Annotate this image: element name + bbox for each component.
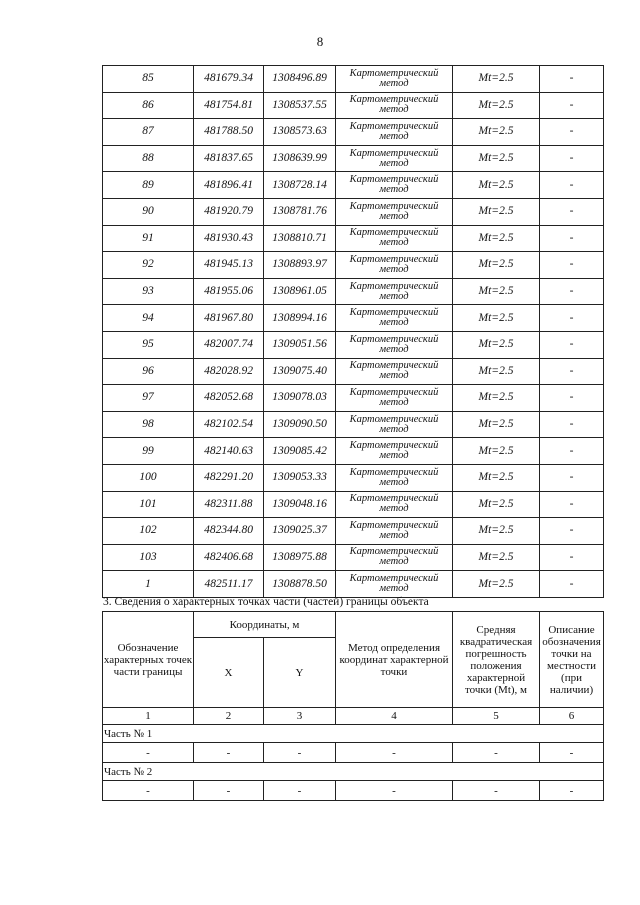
point-row <box>103 464 604 491</box>
error-mt: Mt=2.5 <box>453 518 540 545</box>
part-cell: - <box>103 743 194 763</box>
description: - <box>540 172 604 199</box>
coord-x: 481930.43 <box>194 225 264 252</box>
point-row <box>103 491 604 518</box>
point-row <box>103 305 604 332</box>
method: Картометрический метод <box>336 518 453 545</box>
coord-x: 482406.68 <box>194 544 264 571</box>
description: - <box>540 438 604 465</box>
description: - <box>540 464 604 491</box>
coord-y: 1309078.03 <box>264 385 336 412</box>
method: Картометрический метод <box>336 385 453 412</box>
point-number: 88 <box>103 145 194 172</box>
description: - <box>540 358 604 385</box>
coord-y: 1309085.42 <box>264 438 336 465</box>
description: - <box>540 331 604 358</box>
part-cell: - <box>540 781 604 801</box>
column-number: 4 <box>336 708 453 725</box>
point-number: 94 <box>103 305 194 332</box>
coord-y: 1308961.05 <box>264 278 336 305</box>
part-cell: - <box>336 781 453 801</box>
coord-y: 1308496.89 <box>264 66 336 93</box>
coord-x: 481920.79 <box>194 198 264 225</box>
coord-x: 482511.17 <box>194 571 264 598</box>
error-mt: Mt=2.5 <box>453 252 540 279</box>
point-number: 99 <box>103 438 194 465</box>
error-mt: Mt=2.5 <box>453 544 540 571</box>
coord-x: 481896.41 <box>194 172 264 199</box>
coord-y: 1308994.16 <box>264 305 336 332</box>
method: Картометрический метод <box>336 358 453 385</box>
header-description: Описание обозначения точки на местности (при наличии) <box>540 612 604 708</box>
point-number: 101 <box>103 491 194 518</box>
coord-y: 1308639.99 <box>264 145 336 172</box>
header-error: Средняя квадратическая погрешность положения характерной точки (Mt), м <box>453 612 540 708</box>
error-mt: Mt=2.5 <box>453 225 540 252</box>
part-cell: - <box>453 743 540 763</box>
description: - <box>540 66 604 93</box>
part-cell: - <box>103 781 194 801</box>
error-mt: Mt=2.5 <box>453 92 540 119</box>
header-x: X <box>194 638 264 708</box>
coord-x: 482102.54 <box>194 411 264 438</box>
method: Картометрический метод <box>336 225 453 252</box>
part-cell: - <box>453 781 540 801</box>
error-mt: Mt=2.5 <box>453 464 540 491</box>
coord-y: 1308573.63 <box>264 119 336 146</box>
method: Картометрический метод <box>336 331 453 358</box>
point-row <box>103 358 604 385</box>
part-cell: - <box>194 743 264 763</box>
page-number: 8 <box>316 34 324 49</box>
point-row <box>103 411 604 438</box>
error-mt: Mt=2.5 <box>453 305 540 332</box>
coord-x: 482291.20 <box>194 464 264 491</box>
error-mt: Mt=2.5 <box>453 331 540 358</box>
description: - <box>540 198 604 225</box>
point-row <box>103 571 604 598</box>
error-mt: Mt=2.5 <box>453 385 540 412</box>
column-number: 3 <box>264 708 336 725</box>
header-method: Метод определения координат характерной точки <box>336 612 453 708</box>
description: - <box>540 119 604 146</box>
coord-x: 482311.88 <box>194 491 264 518</box>
coord-y: 1308810.71 <box>264 225 336 252</box>
part-label: Часть № 1 <box>103 725 604 743</box>
error-mt: Mt=2.5 <box>453 358 540 385</box>
method: Картометрический метод <box>336 145 453 172</box>
coord-x: 482140.63 <box>194 438 264 465</box>
coord-y: 1309053.33 <box>264 464 336 491</box>
point-row <box>103 438 604 465</box>
coord-x: 482028.92 <box>194 358 264 385</box>
coord-y: 1309048.16 <box>264 491 336 518</box>
section-3-title: 3. Сведения о характерных точках части (частей) границы объекта <box>103 596 429 608</box>
header-designation: Обозначение характерных точек части границы <box>103 612 194 708</box>
part-cell: - <box>540 743 604 763</box>
point-number: 91 <box>103 225 194 252</box>
method: Картометрический метод <box>336 119 453 146</box>
method: Картометрический метод <box>336 491 453 518</box>
point-number: 102 <box>103 518 194 545</box>
description: - <box>540 491 604 518</box>
point-row <box>103 252 604 279</box>
error-mt: Mt=2.5 <box>453 119 540 146</box>
coord-y: 1309051.56 <box>264 331 336 358</box>
coord-x: 481754.81 <box>194 92 264 119</box>
description: - <box>540 411 604 438</box>
description: - <box>540 92 604 119</box>
boundary-points-body <box>103 66 604 598</box>
coord-y: 1308975.88 <box>264 544 336 571</box>
boundary-points-table <box>102 65 604 598</box>
coord-y: 1308893.97 <box>264 252 336 279</box>
point-row <box>103 119 604 146</box>
coord-x: 481967.80 <box>194 305 264 332</box>
point-number: 92 <box>103 252 194 279</box>
point-row <box>103 172 604 199</box>
description: - <box>540 385 604 412</box>
point-number: 89 <box>103 172 194 199</box>
point-row <box>103 145 604 172</box>
method: Картометрический метод <box>336 571 453 598</box>
error-mt: Mt=2.5 <box>453 438 540 465</box>
point-number: 97 <box>103 385 194 412</box>
column-number: 1 <box>103 708 194 725</box>
coord-x: 481955.06 <box>194 278 264 305</box>
method: Картометрический метод <box>336 305 453 332</box>
parts-points-table <box>102 611 604 801</box>
method: Картометрический метод <box>336 92 453 119</box>
coord-y: 1309090.50 <box>264 411 336 438</box>
point-row <box>103 331 604 358</box>
coord-x: 481837.65 <box>194 145 264 172</box>
description: - <box>540 225 604 252</box>
point-row <box>103 278 604 305</box>
point-row <box>103 518 604 545</box>
error-mt: Mt=2.5 <box>453 198 540 225</box>
description: - <box>540 145 604 172</box>
point-row <box>103 225 604 252</box>
method: Картометрический метод <box>336 198 453 225</box>
coord-y: 1309025.37 <box>264 518 336 545</box>
method: Картометрический метод <box>336 438 453 465</box>
part-cell: - <box>264 743 336 763</box>
error-mt: Mt=2.5 <box>453 172 540 199</box>
description: - <box>540 544 604 571</box>
coord-x: 482007.74 <box>194 331 264 358</box>
method: Картометрический метод <box>336 544 453 571</box>
header-y: Y <box>264 638 336 708</box>
column-number: 2 <box>194 708 264 725</box>
point-number: 86 <box>103 92 194 119</box>
point-row <box>103 198 604 225</box>
coord-x: 481945.13 <box>194 252 264 279</box>
method: Картометрический метод <box>336 172 453 199</box>
coord-y: 1308728.14 <box>264 172 336 199</box>
method: Картометрический метод <box>336 66 453 93</box>
point-number: 87 <box>103 119 194 146</box>
point-number: 100 <box>103 464 194 491</box>
part-cell: - <box>264 781 336 801</box>
point-number: 103 <box>103 544 194 571</box>
error-mt: Mt=2.5 <box>453 571 540 598</box>
column-number: 6 <box>540 708 604 725</box>
error-mt: Mt=2.5 <box>453 491 540 518</box>
point-number: 96 <box>103 358 194 385</box>
error-mt: Mt=2.5 <box>453 411 540 438</box>
method: Картометрический метод <box>336 278 453 305</box>
point-number: 90 <box>103 198 194 225</box>
point-row <box>103 544 604 571</box>
method: Картометрический метод <box>336 252 453 279</box>
method: Картометрический метод <box>336 464 453 491</box>
coord-x: 481788.50 <box>194 119 264 146</box>
part-cell: - <box>336 743 453 763</box>
description: - <box>540 278 604 305</box>
point-number: 85 <box>103 66 194 93</box>
coord-y: 1308537.55 <box>264 92 336 119</box>
part-cell: - <box>194 781 264 801</box>
error-mt: Mt=2.5 <box>453 145 540 172</box>
point-row <box>103 92 604 119</box>
point-number: 1 <box>103 571 194 598</box>
point-row <box>103 385 604 412</box>
description: - <box>540 518 604 545</box>
coord-x: 482052.68 <box>194 385 264 412</box>
coord-x: 481679.34 <box>194 66 264 93</box>
method: Картометрический метод <box>336 411 453 438</box>
point-number: 93 <box>103 278 194 305</box>
header-coordinates: Координаты, м <box>194 612 336 638</box>
coord-y: 1308781.76 <box>264 198 336 225</box>
column-number: 5 <box>453 708 540 725</box>
description: - <box>540 305 604 332</box>
coord-x: 482344.80 <box>194 518 264 545</box>
part-label: Часть № 2 <box>103 763 604 781</box>
point-number: 98 <box>103 411 194 438</box>
error-mt: Mt=2.5 <box>453 278 540 305</box>
point-number: 95 <box>103 331 194 358</box>
description: - <box>540 571 604 598</box>
coord-y: 1308878.50 <box>264 571 336 598</box>
coord-y: 1309075.40 <box>264 358 336 385</box>
description: - <box>540 252 604 279</box>
error-mt: Mt=2.5 <box>453 66 540 93</box>
point-row <box>103 66 604 93</box>
